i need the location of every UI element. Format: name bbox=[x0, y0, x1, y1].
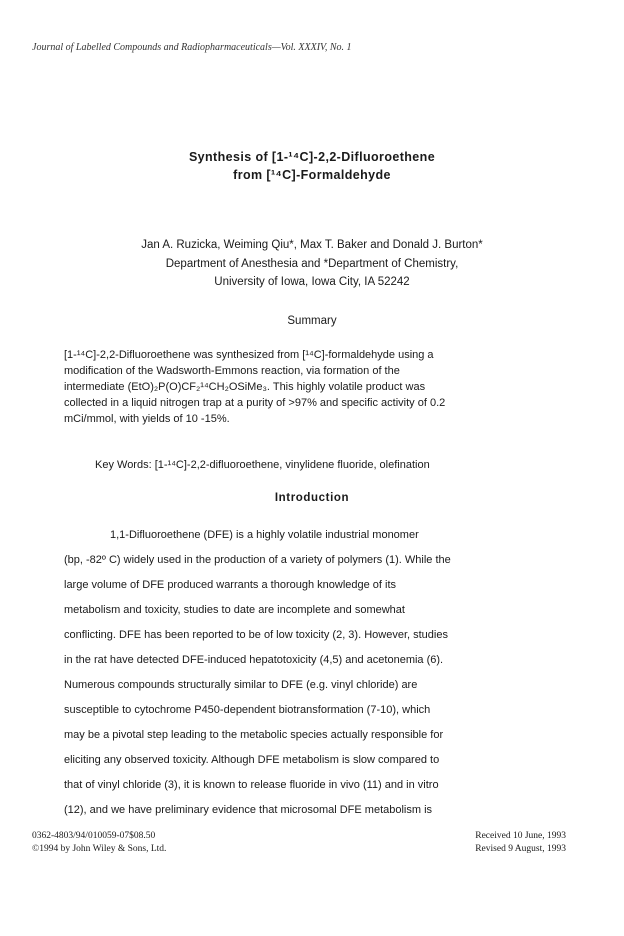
introduction-line: susceptible to cytochrome P450-dependent biotransformation (7-10), which bbox=[64, 704, 431, 716]
affiliation-line-2: University of Iowa, Iowa City, IA 52242 bbox=[214, 276, 410, 288]
article-title-line-1: Synthesis of [1-¹⁴C]-2,2-Difluoroethene bbox=[188, 150, 436, 164]
footer-dates bbox=[475, 830, 566, 856]
footer-publisher: ©1994 by John Wiley & Sons, Ltd. bbox=[32, 844, 167, 854]
summary-line: mCi/mmol, with yields of 10 -15%. bbox=[64, 413, 230, 425]
introduction-line: (bp, -82º C) widely used in the production of a variety of polymers (1). While the bbox=[64, 554, 451, 566]
introduction-line: large volume of DFE produced warrants a thorough knowledge of its bbox=[64, 579, 397, 591]
revised-date: Revised 9 August, 1993 bbox=[475, 844, 566, 854]
summary-line: intermediate (EtO)₂P(O)CF₂¹⁴CH₂OSiMe₃. This highly volatile product was bbox=[64, 381, 426, 393]
introduction-line: Numerous compounds structurally similar to DFE (e.g. vinyl chloride) are bbox=[64, 679, 418, 691]
introduction-line: eliciting any observed toxicity. Although DFE metabolism is slow compared to bbox=[64, 754, 440, 766]
introduction-line: (12), and we have preliminary evidence that microsomal DFE metabolism is bbox=[64, 804, 433, 816]
introduction-line: may be a pivotal step leading to the metabolic species actually responsible for bbox=[64, 729, 444, 741]
introduction-line: metabolism and toxicity, studies to date are incomplete and somewhat bbox=[64, 604, 405, 616]
footer-copyright bbox=[32, 830, 166, 856]
introduction-line: 1,1-Difluoroethene (DFE) is a highly volatile industrial monomer bbox=[110, 529, 419, 541]
introduction-heading: Introduction bbox=[274, 492, 350, 504]
summary-line: modification of the Wadsworth-Emmons reaction, via formation of the bbox=[64, 365, 400, 377]
introduction-line: in the rat have detected DFE-induced hepatotoxicity (4,5) and acetonemia (6). bbox=[64, 654, 444, 666]
key-words: Key Words: [1-¹⁴C]-2,2-difluoroethene, vinylidene fluoride, olefination bbox=[95, 459, 430, 471]
summary-paragraph bbox=[64, 347, 564, 427]
introduction-line: that of vinyl chloride (3), it is known to release fluoride in vivo (11) and in vitro bbox=[64, 779, 439, 791]
introduction-paragraph bbox=[64, 523, 564, 823]
article-title-line-2: from [¹⁴C]-Formaldehyde bbox=[233, 168, 391, 182]
introduction-line: conflicting. DFE has been reported to be of low toxicity (2, 3). However, studies bbox=[64, 629, 448, 641]
received-date: Received 10 June, 1993 bbox=[475, 831, 566, 841]
journal-header: Journal of Labelled Compounds and Radiopharmaceuticals—Vol. XXXIV, No. 1 bbox=[32, 42, 352, 53]
summary-line: [1-¹⁴C]-2,2-Difluoroethene was synthesized from [¹⁴C]-formaldehyde using a bbox=[64, 349, 434, 361]
footer-code: 0362-4803/94/010059-07$08.50 bbox=[32, 831, 156, 841]
summary-heading: Summary bbox=[287, 315, 337, 327]
author-list: Jan A. Ruzicka, Weiming Qiu*, Max T. Baker and Donald J. Burton* bbox=[141, 239, 483, 251]
affiliation-line-1: Department of Anesthesia and *Department of Chemistry, bbox=[165, 258, 459, 270]
summary-line: collected in a liquid nitrogen trap at a purity of >97% and specific activity of 0.2 bbox=[64, 397, 446, 409]
